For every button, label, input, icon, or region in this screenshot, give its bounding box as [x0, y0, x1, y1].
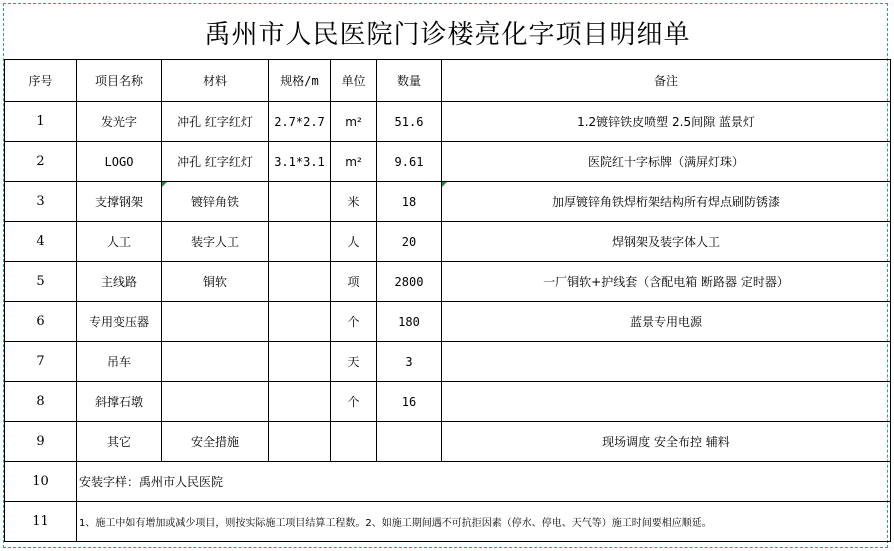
cell-unit[interactable]: 项 — [331, 262, 377, 302]
install-text-row — [5, 462, 891, 502]
cell-qty[interactable]: 20 — [377, 222, 442, 262]
cell-unit[interactable] — [331, 422, 377, 462]
cell-remark[interactable] — [442, 382, 891, 422]
cell-spec[interactable] — [269, 262, 331, 302]
cell-no[interactable]: 1 — [5, 102, 77, 142]
cell-unit[interactable]: 个 — [331, 382, 377, 422]
cell-material[interactable] — [162, 342, 269, 382]
cell-no[interactable]: 4 — [5, 222, 77, 262]
table-row — [5, 342, 891, 382]
cell-name[interactable]: 专用变压器 — [77, 302, 162, 342]
cell-no[interactable]: 6 — [5, 302, 77, 342]
cell-no[interactable]: 8 — [5, 382, 77, 422]
cell-remark[interactable]: 医院红十字标牌（满屏灯珠） — [442, 142, 891, 182]
cell-material[interactable] — [162, 302, 269, 342]
notes-cell[interactable]: 1、施工中如有增加或减少项目，则按实际施工项目结算工程数。2、如施工期间遇不可抗拒因素（停水、停电、天气等）施工时间要相应顺延。 — [77, 502, 891, 542]
cell-name[interactable]: 吊车 — [77, 342, 162, 382]
cell-qty[interactable]: 2800 — [377, 262, 442, 302]
table-row — [5, 382, 891, 422]
table-row — [5, 222, 891, 262]
cell-unit[interactable]: 米 — [331, 182, 377, 222]
cell-unit[interactable]: 天 — [331, 342, 377, 382]
cell-remark[interactable]: 蓝景专用电源 — [442, 302, 891, 342]
header-row — [5, 60, 891, 102]
table-row — [5, 262, 891, 302]
cell-no[interactable]: 3 — [5, 182, 77, 222]
cell-material[interactable]: 安全措施 — [162, 422, 269, 462]
cell-remark[interactable]: 焊钢架及装字体人工 — [442, 222, 891, 262]
cell-material[interactable]: 冲孔 红字红灯 — [162, 142, 269, 182]
sheet-title: 禹州市人民医院门诊楼亮化字项目明细单 — [5, 6, 891, 60]
cell-spec[interactable]: 3.1*3.1 — [269, 142, 331, 182]
table-row — [5, 102, 891, 142]
table-row — [5, 302, 891, 342]
cell-unit[interactable]: 人 — [331, 222, 377, 262]
cell-name[interactable]: LOGO — [77, 142, 162, 182]
cell-remark[interactable] — [442, 342, 891, 382]
cell-name[interactable]: 人工 — [77, 222, 162, 262]
cell-qty[interactable]: 9.61 — [377, 142, 442, 182]
cell-spec[interactable] — [269, 382, 331, 422]
cell-material[interactable]: 镀锌角铁 — [162, 182, 269, 222]
cell-qty[interactable]: 51.6 — [377, 102, 442, 142]
cell-spec[interactable] — [269, 342, 331, 382]
cell-qty[interactable] — [377, 422, 442, 462]
detail-table — [4, 6, 891, 542]
header-material[interactable]: 材料 — [162, 60, 269, 102]
cell-no[interactable]: 5 — [5, 262, 77, 302]
notes-row — [5, 502, 891, 542]
cell-name[interactable]: 其它 — [77, 422, 162, 462]
header-qty[interactable]: 数量 — [377, 60, 442, 102]
cell-qty[interactable]: 16 — [377, 382, 442, 422]
cell-qty[interactable]: 3 — [377, 342, 442, 382]
cell-remark[interactable]: 1.2镀锌铁皮喷塑 2.5间隙 蓝景灯 — [442, 102, 891, 142]
cell-no[interactable]: 11 — [5, 502, 77, 542]
cell-no[interactable]: 7 — [5, 342, 77, 382]
cell-no[interactable]: 10 — [5, 462, 77, 502]
cell-no[interactable]: 9 — [5, 422, 77, 462]
cell-unit[interactable]: m² — [331, 142, 377, 182]
cell-qty[interactable]: 180 — [377, 302, 442, 342]
cell-remark[interactable]: 一厂铜软+护线套（含配电箱 断路器 定时器） — [442, 262, 891, 302]
cell-material[interactable]: 装字人工 — [162, 222, 269, 262]
cell-spec[interactable] — [269, 182, 331, 222]
cell-spec[interactable] — [269, 222, 331, 262]
cell-material[interactable] — [162, 382, 269, 422]
cell-material[interactable]: 铜软 — [162, 262, 269, 302]
cell-remark[interactable]: 加厚镀锌角铁焊桁架结构所有焊点刷防锈漆 — [442, 182, 891, 222]
cell-spec[interactable] — [269, 422, 331, 462]
cell-name[interactable]: 发光字 — [77, 102, 162, 142]
cell-qty[interactable]: 18 — [377, 182, 442, 222]
header-spec[interactable]: 规格/m — [269, 60, 331, 102]
cell-name[interactable]: 支撑钢架 — [77, 182, 162, 222]
table-row — [5, 422, 891, 462]
cell-spec[interactable] — [269, 302, 331, 342]
table-row — [5, 142, 891, 182]
header-name[interactable]: 项目名称 — [77, 60, 162, 102]
cell-unit[interactable]: 个 — [331, 302, 377, 342]
install-text-cell[interactable]: 安装字样：禹州市人民医院 — [77, 462, 891, 502]
cell-no[interactable]: 2 — [5, 142, 77, 182]
cell-name[interactable]: 主线路 — [77, 262, 162, 302]
cell-unit[interactable]: m² — [331, 102, 377, 142]
cell-material[interactable]: 冲孔 红字红灯 — [162, 102, 269, 142]
header-no[interactable]: 序号 — [5, 60, 77, 102]
table-row — [5, 182, 891, 222]
header-unit[interactable]: 单位 — [331, 60, 377, 102]
cell-name[interactable]: 斜撑石墩 — [77, 382, 162, 422]
cell-spec[interactable]: 2.7*2.7 — [269, 102, 331, 142]
header-remark[interactable]: 备注 — [442, 60, 891, 102]
cell-remark[interactable]: 现场调度 安全布控 辅料 — [442, 422, 891, 462]
